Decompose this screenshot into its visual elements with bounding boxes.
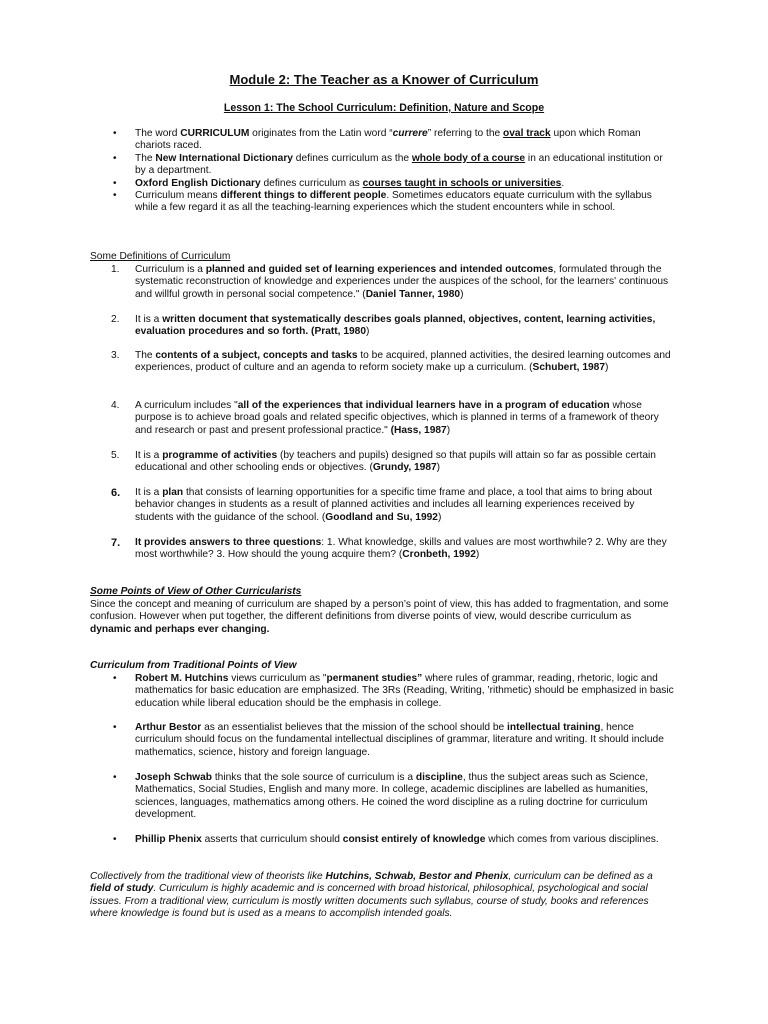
bullet-item: • The New International Dictionary defines curriculum as the whole body of a course in an educational institution or by a department.	[135, 153, 675, 178]
definitions-list-6	[111, 487, 675, 524]
definition-item: 4. A curriculum includes "all of the experiences that individual learners have in a program of education whose purpose is to achieve broad goals and related specific objectives, which is planned in terms of a framework of theory and research or past and present professional practice." (Hass, 1987)	[111, 400, 659, 436]
definition-item: 1. Curriculum is a planned and guided set of learning experiences and intended outcomes, formulated through the systematic reconstruction of knowledge and experiences under the auspices of the school, for the learners' continuous and willful growth in personal social competence." (Daniel Tanner, 1980)	[111, 264, 669, 300]
traditional-heading: Curriculum from Traditional Points of View	[90, 660, 297, 671]
bullet-item: • The word CURRICULUM originates from the Latin word “currere” referring to the oval track upon which Roman chariots raced.	[135, 128, 675, 153]
definitions-list-7	[111, 537, 675, 562]
definition-item: 7. It provides answers to three questions: 1. What knowledge, skills and values are most worthwhile? 2. Why are they most worthwhile? 3. How should the young acquire them? (Cronbeth, 1992)	[111, 537, 667, 561]
bullet-item: • Oxford English Dictionary defines curriculum as courses taught in schools or universities.	[135, 178, 675, 190]
bullet-item: • Curriculum means different things to different people. Sometimes educators equate curriculum with the syllabus while a few regard it as all the teaching-learning experiences which the student encounters while in school.	[135, 190, 675, 215]
theorist-item: • Joseph Schwab thinks that the sole source of curriculum is a discipline, thus the subject areas such as Science, Mathematics, Social Studies, English and many more. In college, academic disciplines are labelled as humanities, sciences, languages, mathematics among others. He coined the word discipline as a ruling doctrine for curriculum development.	[135, 772, 675, 822]
summary-paragraph: Collectively from the traditional view of theorists like Hutchins, Schwab, Bestor and Phenix, curriculum can be defined as a field of study. Curriculum is highly academic and is concerned with broad historical, philosophical, psychological and social issues. From a traditional view, curriculum is mostly written documents such syllabus, course of study, books and references where knowledge is found but is used as a means to accomplish intended goals.	[90, 871, 653, 920]
traditional-list-4	[135, 834, 675, 846]
points-of-view-paragraph: Since the concept and meaning of curriculum are shaped by a person’s point of view, this has added to fragmentation, and some confusion. However when put together, the different definitions from diverse points of view, would describe curriculum as dynamic and perhaps ever changing.	[90, 599, 669, 635]
traditional-list-3	[135, 772, 675, 822]
definition-item: 6. It is a plan that consists of learning opportunities for a specific time frame and place, a tool that aims to bring about behavior changes in students as a result of planned activities and includes all learning experiences received by students with the guidance of the school. (Goodland and Su, 1992)	[111, 487, 653, 523]
traditional-list-1	[135, 673, 675, 710]
definitions-list-3	[111, 350, 675, 375]
page-title: Module 2: The Teacher as a Knower of Curriculum	[229, 72, 539, 87]
theorist-item: • Robert M. Hutchins views curriculum as "permanent studies” where rules of grammar, reading, rhetoric, logic and mathematics for basic education are emphasized. The 3Rs (Reading, Writing, ’rithmetic) should be emphasized in basic education while liberal education should be the emphasis in college.	[135, 673, 675, 710]
definition-item: 3. The contents of a subject, concepts and tasks to be acquired, planned activities, the desired learning outcomes and experiences, product of culture and an agenda to reform society make up a curriculum. (Schubert, 1987)	[111, 350, 671, 374]
definitions-list-2	[111, 314, 675, 339]
definitions-heading: Some Definitions of Curriculum	[90, 251, 231, 262]
definition-item: 5. It is a programme of activities (by teachers and pupils) designed so that pupils will attain so far as possible certain educational and other schooling ends or objectives. (Grundy, 1987)	[111, 450, 656, 474]
lesson-subtitle: Lesson 1: The School Curriculum: Definition, Nature and Scope	[223, 102, 545, 114]
definition-item: 2. It is a written document that systematically describes goals planned, objectives, content, learning activities, evaluation procedures and so forth. (Pratt, 1980)	[111, 314, 656, 338]
definitions-list-5	[111, 450, 675, 475]
intro-bullet-list	[135, 128, 675, 215]
traditional-list-2	[135, 722, 675, 759]
definitions-list	[111, 264, 675, 301]
points-of-view-heading: Some Points of View of Other Curricularists	[90, 586, 302, 597]
theorist-item: • Phillip Phenix asserts that curriculum should consist entirely of knowledge which comes from various disciplines.	[135, 834, 675, 846]
theorist-item: • Arthur Bestor as an essentialist believes that the mission of the school should be intellectual training, hence curriculum should focus on the fundamental intellectual disciplines of grammar, literature and writing. It should include mathematics, science, history and foreign language.	[135, 722, 675, 759]
definitions-list-4	[111, 400, 675, 437]
